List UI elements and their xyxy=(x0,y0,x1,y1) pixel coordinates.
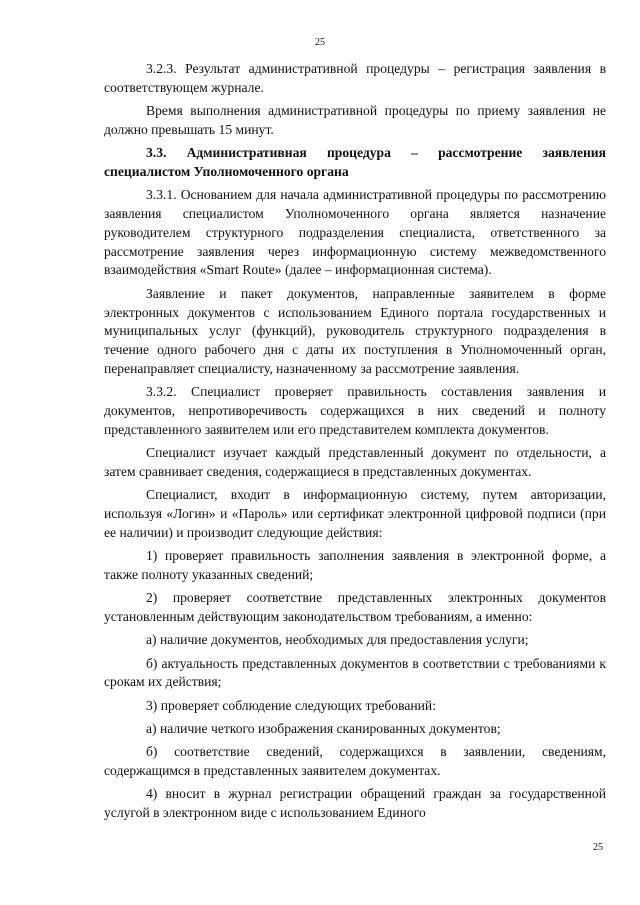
list-item: б) соответствие сведений, содержащихся в заявлении, сведениям, содержащимся в представленных заявителем документах. xyxy=(104,744,606,779)
list-item: 4) вносит в журнал регистрации обращений граждан за государственной услугой в электронном виде с использованием Единого xyxy=(104,786,606,821)
paragraph: Время выполнения административной процедуры по приему заявления не должно превышать 15 минут. xyxy=(104,103,606,137)
list-item: б) актуальность представленных документов в соответствии с требованиями к срокам их действия; xyxy=(104,655,606,690)
list-item: а) наличие документов, необходимых для предоставления услуги; xyxy=(146,632,529,648)
list-item: 1) проверяет правильность заполнения заявления в электронной форме, а также полноту указанных сведений; xyxy=(104,548,606,582)
paragraph: Специалист, входит в информационную систему, путем авторизации, используя «Логин» и «Пароль» или сертификат электронной цифровой подписи (при ее наличии) и производит следующие действия: xyxy=(104,487,606,540)
paragraph: 3.3.1. Основанием для начала административной процедуры по рассмотрению заявления специалистом Уполномоченного органа является назначение руководителем структурного подразделения специалиста, ответственного за рассмотрение заявления через информационную систему межведомственного взаимодействия «Smart Route» (далее – информационная система). xyxy=(104,187,606,278)
page-number-top: 25 xyxy=(315,37,325,48)
list-item: 3) проверяет соблюдение следующих требований: xyxy=(146,697,436,713)
paragraph: 3.2.3. Результат административной процедуры – регистрация заявления в соответствующем журнале. xyxy=(104,61,606,95)
paragraph: 3.3.2. Специалист проверяет правильность составления заявления и документов, непротиворечивость содержащихся в них сведений и полноту представленного заявителем или его представителем комплекта документов. xyxy=(104,384,606,437)
paragraph: Заявление и пакет документов, направленные заявителем в форме электронных документов с использованием Единого портала государственных и муниципальных услуг (функций), руководитель структурного подразделения в течение одного рабочего дня с даты их поступления в Уполномоченный орган, перенаправляет специалисту, назначенному за рассмотрение заявления. xyxy=(104,285,606,376)
section-heading: 3.3. Административная процедура – рассмотрение заявления специалистом Уполномоченного органа xyxy=(104,145,606,179)
page-number-bottom: 25 xyxy=(593,842,603,853)
document-body xyxy=(104,60,606,827)
paragraph: Специалист изучает каждый представленный документ по отдельности, а затем сравнивает сведения, содержащиеся в представленных документах. xyxy=(104,445,606,479)
list-item: 2) проверяет соответствие представленных электронных документов установленным действующим законодательством требованиям, а именно: xyxy=(104,590,606,625)
list-item: а) наличие четкого изображения сканированных документов; xyxy=(146,721,501,736)
